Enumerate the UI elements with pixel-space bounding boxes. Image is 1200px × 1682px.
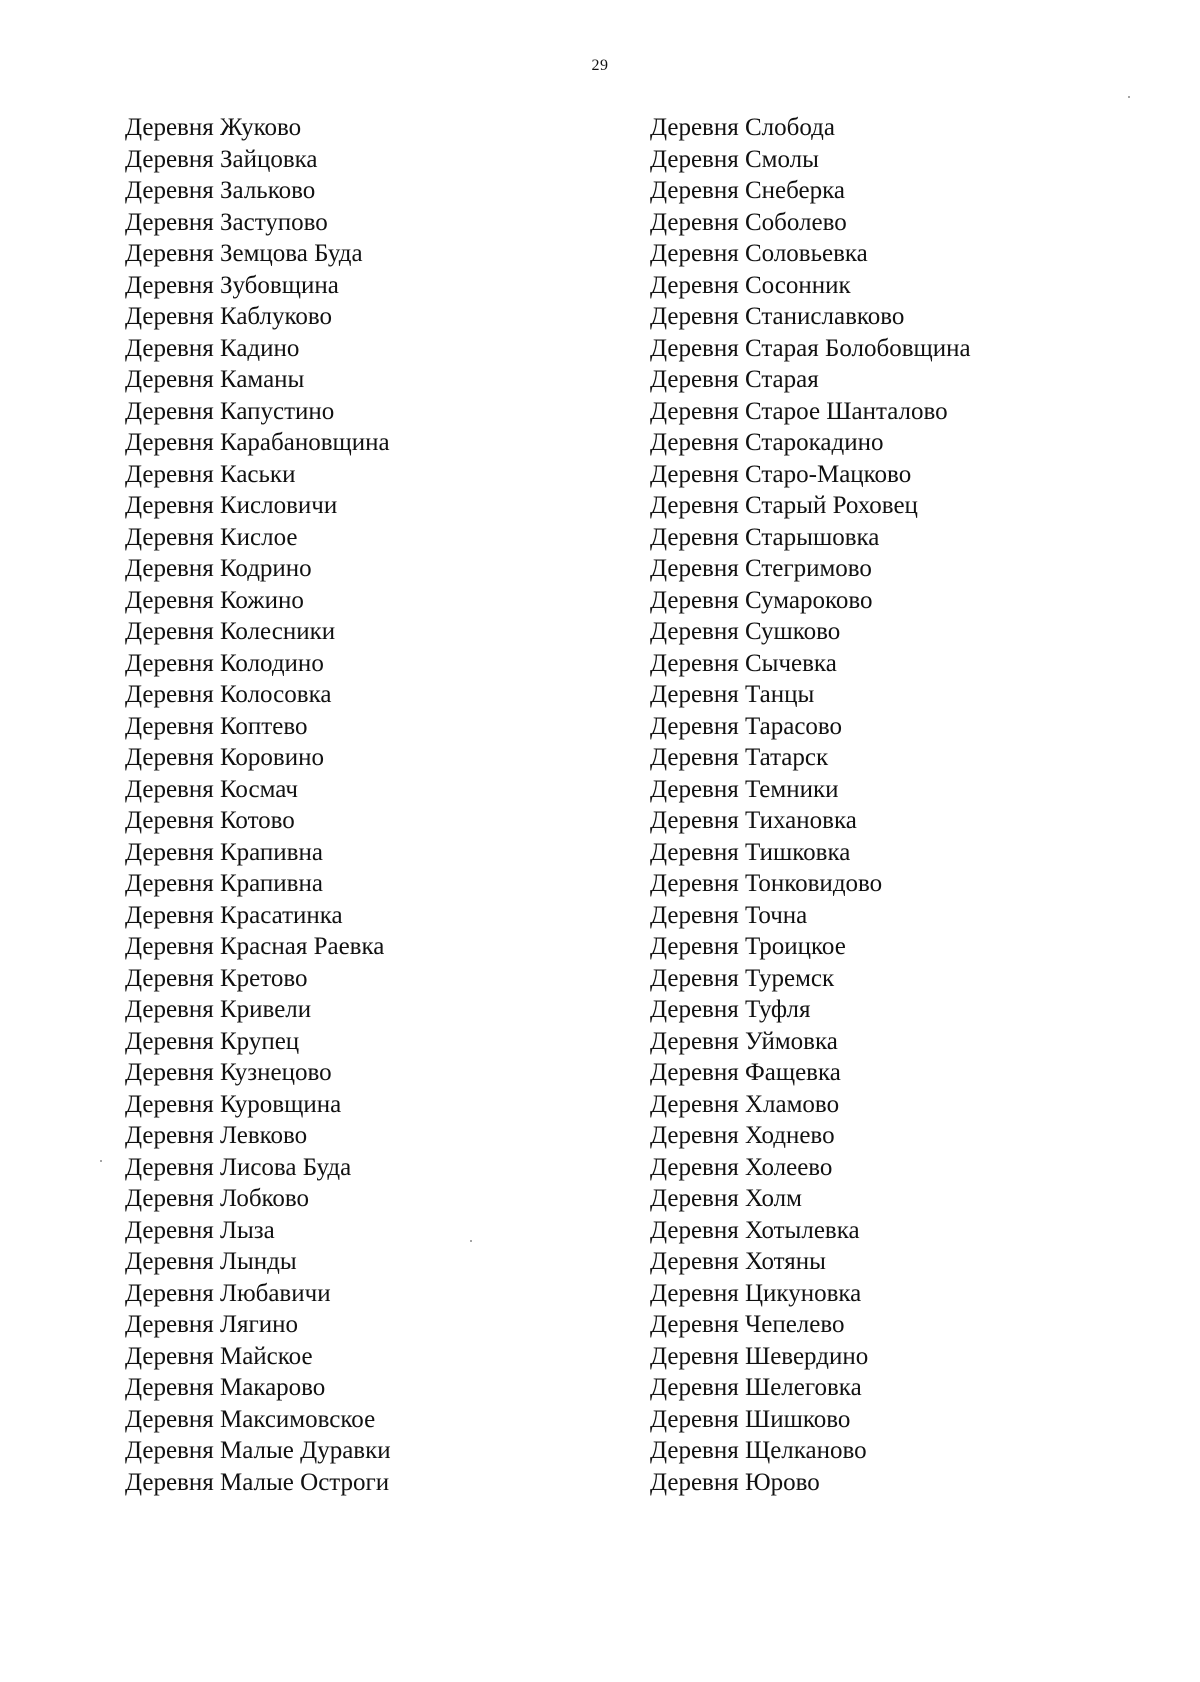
village-list-item: Деревня Лисова Буда bbox=[125, 1153, 352, 1181]
village-list-item: Деревня Зальково bbox=[125, 177, 316, 204]
village-list-item: Деревня Темники bbox=[650, 775, 839, 803]
village-list-item: Деревня Коптево bbox=[125, 712, 308, 740]
village-list-item: Деревня Лобково bbox=[125, 1185, 310, 1212]
village-list-item: Деревня Туфля bbox=[650, 996, 811, 1023]
village-list-item: Деревня Старо-Мацково bbox=[650, 460, 912, 488]
village-list-item: Деревня Старый Роховец bbox=[650, 492, 918, 519]
village-list-item: Деревня Котово bbox=[125, 807, 295, 834]
village-list-item: Деревня Малые Остроги bbox=[125, 1468, 390, 1496]
village-list-item: Деревня Максимовское bbox=[125, 1405, 376, 1433]
village-list-item: Деревня Зубовщина bbox=[125, 271, 339, 299]
scan-speck bbox=[1128, 96, 1130, 98]
village-list-item: Деревня Сушково bbox=[650, 618, 841, 645]
village-list-item: Деревня Слобода bbox=[650, 114, 835, 141]
village-list-item: Деревня Каманы bbox=[125, 366, 305, 393]
village-list-item: Деревня Коровино bbox=[125, 744, 324, 771]
village-list-item: Деревня Заступово bbox=[125, 208, 328, 236]
village-list-item: Деревня Фащевка bbox=[650, 1059, 841, 1086]
village-list-item: Деревня Тонковидово bbox=[650, 870, 883, 897]
village-list-item: Деревня Щелканово bbox=[650, 1437, 867, 1464]
village-list-item: Деревня Кадино bbox=[125, 334, 300, 362]
village-list-item: Деревня Красная Раевка bbox=[125, 933, 385, 960]
village-list-item: Деревня Старая bbox=[650, 366, 819, 393]
village-list-item: Деревня Татарск bbox=[650, 744, 829, 771]
village-list-item: Деревня Холм bbox=[650, 1185, 802, 1212]
village-list-item: Деревня Уймовка bbox=[650, 1027, 838, 1055]
village-list-item: Деревня Лынды bbox=[125, 1248, 297, 1275]
village-list-item: Деревня Юрово bbox=[650, 1468, 820, 1496]
scan-speck bbox=[470, 1240, 472, 1242]
village-list-item: Деревня Левково bbox=[125, 1122, 308, 1149]
village-list-item: Деревня Шевердино bbox=[650, 1342, 869, 1370]
village-list-item: Деревня Малые Дуравки bbox=[125, 1437, 391, 1464]
village-list-item: Деревня Старая Болобовщина bbox=[650, 334, 971, 362]
village-list-item: Деревня Тишковка bbox=[650, 838, 851, 866]
village-list-item: Деревня Шелеговка bbox=[650, 1374, 862, 1401]
village-list-item: Деревня Кожино bbox=[125, 586, 304, 614]
village-list-item: Деревня Земцова Буда bbox=[125, 240, 363, 267]
village-list-item: Деревня Лягино bbox=[125, 1311, 298, 1338]
village-list-item: Деревня Любавичи bbox=[125, 1279, 331, 1307]
village-list-item: Деревня Кузнецово bbox=[125, 1059, 332, 1086]
village-list-item: Деревня Шишково bbox=[650, 1405, 851, 1433]
village-list-item: Деревня Тарасово bbox=[650, 712, 843, 740]
village-list-item: Деревня Холеево bbox=[650, 1153, 833, 1181]
village-list-item: Деревня Станиславково bbox=[650, 303, 905, 330]
village-list-item: Деревня Колодино bbox=[125, 649, 324, 677]
page-number: 29 bbox=[591, 57, 609, 74]
village-list-item: Деревня Хотылевка bbox=[650, 1216, 860, 1244]
village-list-item: Деревня Старокадино bbox=[650, 429, 884, 456]
right-village-list bbox=[650, 112, 1120, 1498]
village-list-item: Деревня Кисловичи bbox=[125, 492, 338, 519]
village-list-item: Деревня Колесники bbox=[125, 618, 336, 645]
village-list-item: Деревня Кривели bbox=[125, 996, 312, 1023]
village-list-item: Деревня Кодрино bbox=[125, 555, 312, 582]
village-list-item: Деревня Соловьевка bbox=[650, 240, 868, 267]
village-list-item: Деревня Крапивна bbox=[125, 870, 323, 897]
village-list-item: Деревня Макарово bbox=[125, 1374, 326, 1401]
village-list-item: Деревня Красатинка bbox=[125, 901, 343, 929]
village-list-item: Деревня Хламово bbox=[650, 1090, 840, 1118]
village-list-item: Деревня Лыза bbox=[125, 1216, 275, 1244]
village-list-item: Деревня Майское bbox=[125, 1342, 313, 1370]
scan-speck bbox=[100, 1160, 102, 1162]
village-list-item: Деревня Зайцовка bbox=[125, 145, 318, 173]
village-list-item: Деревня Чепелево bbox=[650, 1311, 845, 1338]
village-list-item: Деревня Сосонник bbox=[650, 271, 851, 299]
village-list-item: Деревня Старышовка bbox=[650, 523, 880, 551]
village-list-item: Деревня Сычевка bbox=[650, 649, 837, 677]
village-list-item: Деревня Колосовка bbox=[125, 681, 332, 708]
village-list-item: Деревня Жуково bbox=[125, 114, 302, 141]
village-list-item: Деревня Карабановщина bbox=[125, 429, 390, 456]
village-list-item: Деревня Ходнево bbox=[650, 1122, 835, 1149]
village-list-item: Деревня Крупец bbox=[125, 1027, 300, 1055]
village-list-item: Деревня Смолы bbox=[650, 145, 819, 173]
village-list-item: Деревня Танцы bbox=[650, 681, 815, 708]
village-list-item: Деревня Куровщина bbox=[125, 1090, 342, 1118]
village-list-item: Деревня Снеберка bbox=[650, 177, 845, 204]
village-list-item: Деревня Крапивна bbox=[125, 838, 323, 866]
village-list-item: Деревня Каблуково bbox=[125, 303, 333, 330]
village-list-item: Деревня Цикуновка bbox=[650, 1279, 862, 1307]
village-list-item: Деревня Сумароково bbox=[650, 586, 873, 614]
village-list-item: Деревня Кретово bbox=[125, 964, 308, 992]
village-list-item: Деревня Соболево bbox=[650, 208, 847, 236]
village-list-item: Деревня Каськи bbox=[125, 460, 296, 488]
village-list-item: Деревня Тихановка bbox=[650, 807, 857, 834]
village-list-item: Деревня Стегримово bbox=[650, 555, 872, 582]
village-list-item: Деревня Космач bbox=[125, 775, 298, 803]
village-list-item: Деревня Старое Шанталово bbox=[650, 397, 948, 425]
village-list-item: Деревня Капустино bbox=[125, 397, 335, 425]
village-list-item: Деревня Туремск bbox=[650, 964, 835, 992]
village-list-item: Деревня Точна bbox=[650, 901, 808, 929]
village-list-item: Деревня Хотяны bbox=[650, 1248, 826, 1275]
left-village-list bbox=[125, 112, 585, 1498]
village-list-item: Деревня Троицкое bbox=[650, 933, 846, 960]
village-list-item: Деревня Кислое bbox=[125, 523, 298, 551]
